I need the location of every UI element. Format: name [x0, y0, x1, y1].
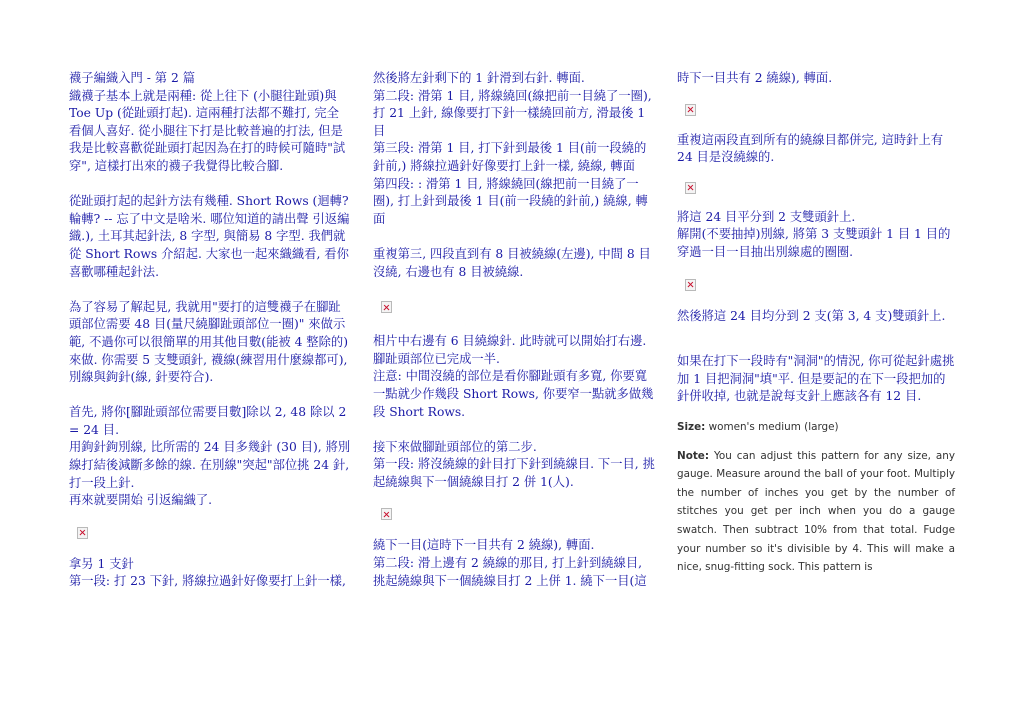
second-row-paragraph: 繞下一目(這時下一目共有 2 繞線), 轉面. 第二段: 滑上邊有 2 繞線的那目, 打上針到繞線目, 挑起繞線與下一個繞線目打 2 上併 1. 繞下一目(這: [373, 538, 647, 588]
column-1: [69, 70, 351, 591]
repeat-until-paragraph: 重複這兩段直到所有的繞線目都併完, 這時針上有 24 目是沒繞線的.: [677, 132, 947, 165]
broken-image-icon: [685, 182, 696, 194]
broken-image-icon: [381, 508, 392, 520]
note-value: You can adjust this pattern for any size, any gauge. Measure around the ball of your foot. Multiply the number of inches you get by the number of stitches you get per inch when you do a gauge swatch. Then subtract 10% from that total. Fudge your number so it's divisible by 4. This will make a nice, snug-fitting sock. This pattern is: [677, 449, 955, 574]
holes-tip-paragraph: 如果在打下一段時有"洞洞"的情況, 你可從起針處挑加 1 目把洞洞"填"平. 但是要記的在下一段把加的針併收掉, 也就是說每支針上應該各有 12 目.: [677, 354, 955, 404]
photo-note-paragraph: 相片中右邊有 6 目繞線針. 此時就可以開始打右邊. 腳趾頭部位已完成一半. 注意: 中間沒繞的部位是看你腳趾頭有多寬, 你要寬一點就少作幾段 Short Rows, 你要窄一點就多做幾段 Short Rows.: [373, 334, 654, 419]
image-placeholder-5: [677, 167, 955, 209]
broken-image-icon: [77, 527, 88, 539]
continued-text: 時下一目共有 2 繞線), 轉面.: [677, 71, 833, 85]
column-2: [373, 70, 655, 590]
broken-image-icon: [685, 104, 696, 116]
size-label: Size:: [677, 420, 706, 433]
image-placeholder-6: [677, 262, 955, 308]
image-placeholder-1: [69, 510, 351, 556]
note-label: Note:: [677, 449, 710, 462]
image-placeholder-2: [373, 281, 655, 333]
row-one-paragraph: 拿另 1 支針 第一段: 打 23 下針, 將線拉過針好像要打上針一樣,: [69, 556, 346, 589]
cast-on-methods-paragraph: 從趾頭打起的起針方法有幾種. Short Rows (迴轉?輪轉? -- 忘了中文是啥米. 哪位知道的請出聲 引返編織.), 土耳其起針法, 8 字型, 與簡易 8 字型. 我們就從 Short Rows 介紹起. 大家也一起來織織看, 看你喜歡哪種起針法.: [69, 194, 350, 279]
image-placeholder-4: [677, 88, 955, 132]
image-placeholder-3: [373, 491, 655, 537]
broken-image-icon: [381, 301, 392, 313]
intro-paragraph: 襪子編織入門 - 第 2 篇 織襪子基本上就是兩種: 從上往下 (小腿往趾頭)與 Toe Up (從趾頭打起). 這兩種打法都不難打, 完全看個人喜好. 從小腿往下打是比較普遍的打法, 但是我是比較喜歡從趾頭打起因為在打的時候可隨時"試穿", 這樣打出來的襪子我覺得比較合腳.: [69, 71, 346, 173]
first-steps-paragraph: 首先, 將你[腳趾頭部位需要目數]除以 2, 48 除以 2 = 24 目. 用鉤針鉤別線, 比所需的 24 目多幾針 (30 目), 將別線打結後減斷多餘的線. 在別線"突起"部位挑 24 針, 打一段上針. 再來就要開始 引返編織了.: [69, 405, 351, 508]
broken-image-icon: [685, 279, 696, 291]
divide-stitches-paragraph: 然後將這 24 目均分到 2 支(第 3, 4 支)雙頭針上.: [677, 308, 946, 323]
second-step-paragraph: 接下來做腳趾頭部位的第二步. 第一段: 將沒繞線的針目打下針到繞線目. 下一目, 挑起繞線與下一個繞線目打 2 併 1(人).: [373, 439, 655, 489]
size-line: [677, 418, 955, 437]
repeat-rows-paragraph: 重複第三, 四段直到有 8 目被繞線(左邊), 中間 8 目沒繞, 右邊也有 8 目被繞線.: [373, 246, 651, 279]
materials-paragraph: 為了容易了解起見, 我就用"要打的這雙襪子在腳趾頭部位需要 48 目(量尺繞腳趾頭部位一圈)" 來做示範, 不過你可以很簡單的用其他目數(能被 4 整除的)來做. 你需要 5 支雙頭針, 襪線(練習用什麼線都可), 別線與鉤針(線, 針要符合).: [69, 299, 352, 385]
note-paragraph: [677, 447, 955, 577]
column-3: [677, 70, 955, 577]
split-stitches-paragraph: 將這 24 目平分到 2 支雙頭針上. 解開(不要抽掉)別線, 將第 3 支雙頭針 1 目 1 目的穿過一目一目抽出別線處的圈圈.: [677, 209, 951, 259]
rows-two-to-four-paragraph: 然後將左針剩下的 1 針滑到右針. 轉面. 第二段: 滑第 1 目, 將線繞回(線把前一目繞了一圈), 打 21 上針, 線像要打下針一樣繞回前方, 滑最後 1 目 第三段: 滑第 1 目, 打下針到最後 1 目(前一段繞的針前,) 將線拉過針好像要打上針一樣, 繞線, 轉面 第四段: : 滑第 1 目, 將線繞回(線把前一目繞了一圈), 打上針到最後 1 目(前一段繞的針前,) 繞線, 轉面: [373, 71, 652, 226]
size-value: women's medium (large): [705, 420, 839, 433]
